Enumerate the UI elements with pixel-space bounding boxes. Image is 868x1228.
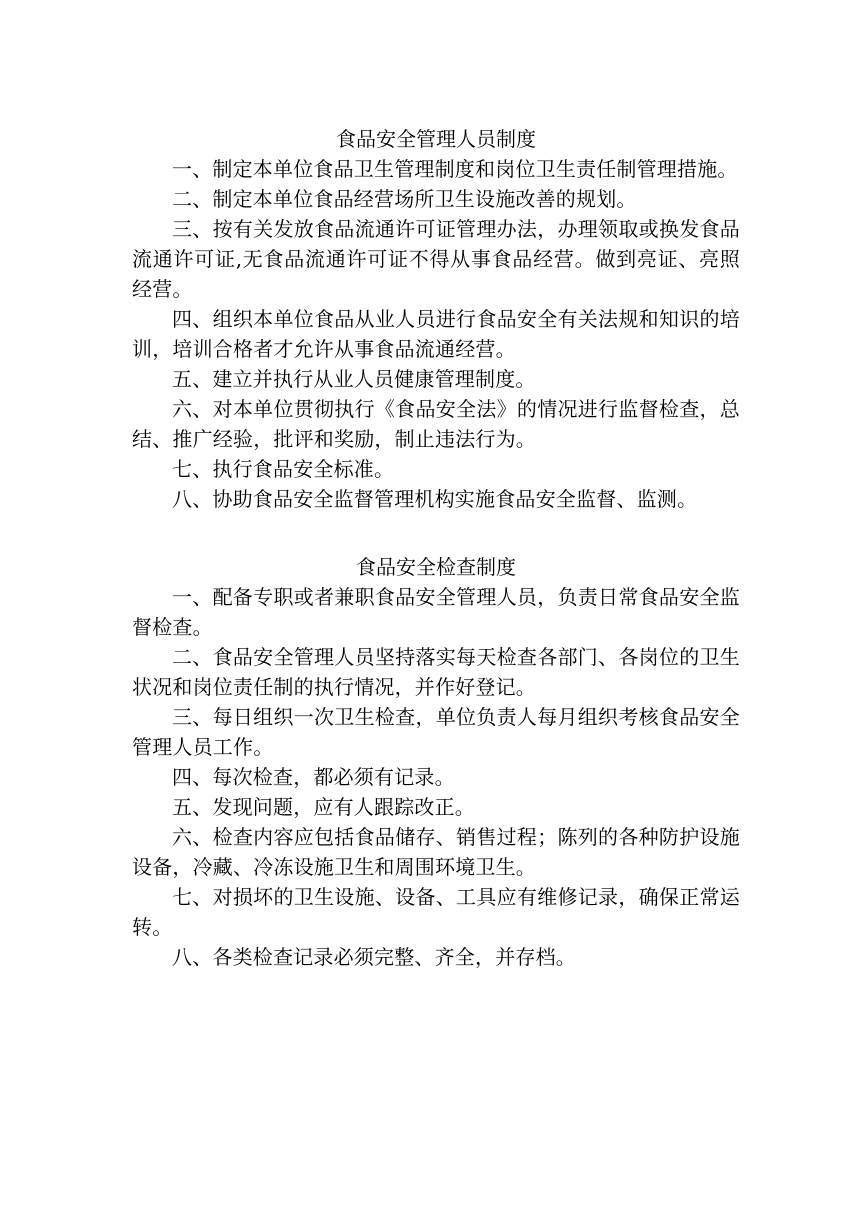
paragraph: 六、对本单位贯彻执行《食品安全法》的情况进行监督检查，总结、推广经验，批评和奖励，制止违法行为。 — [132, 397, 740, 451]
paragraph: 八、各类检查记录必须完整、齐全，并存档。 — [172, 945, 576, 969]
paragraph: 四、组织本单位食品从业人员进行食品安全有关法规和知识的培训，培训合格者才允许从事食品流通经营。 — [132, 307, 740, 361]
paragraph: 七、执行食品安全标准。 — [172, 457, 395, 481]
section-safety-inspection — [132, 552, 740, 972]
paragraph: 三、按有关发放食品流通许可证管理办法，办理领取或换发食品流通许可证,无食品流通许可证不得从事食品经营。做到亮证、亮照经营。 — [132, 217, 740, 301]
paragraph: 五、发现问题，应有人跟踪改正。 — [172, 795, 475, 819]
section-title: 食品安全检查制度 — [356, 555, 516, 579]
section-spacer — [132, 514, 740, 552]
paragraph: 四、每次检查，都必须有记录。 — [172, 765, 455, 789]
paragraph: 七、对损坏的卫生设施、设备、工具应有维修记录，确保正常运转。 — [132, 885, 740, 939]
paragraph: 二、食品安全管理人员坚持落实每天检查各部门、各岗位的卫生状况和岗位责任制的执行情况，并作好登记。 — [132, 645, 740, 699]
section-title: 食品安全管理人员制度 — [336, 127, 536, 151]
section-management-personnel — [132, 124, 740, 514]
paragraph: 五、建立并执行从业人员健康管理制度。 — [172, 367, 536, 391]
paragraph: 一、配备专职或者兼职食品安全管理人员，负责日常食品安全监督检查。 — [132, 585, 740, 639]
paragraph: 六、检查内容应包括食品储存、销售过程；陈列的各种防护设施设备，冷藏、冷冻设施卫生和周围环境卫生。 — [132, 825, 740, 879]
document-body — [132, 124, 740, 972]
paragraph: 三、每日组织一次卫生检查，单位负责人每月组织考核食品安全管理人员工作。 — [132, 705, 740, 759]
paragraph: 二、制定本单位食品经营场所卫生设施改善的规划。 — [172, 187, 637, 211]
paragraph: 八、协助食品安全监督管理机构实施食品安全监督、监测。 — [172, 487, 698, 511]
paragraph: 一、制定本单位食品卫生管理制度和岗位卫生责任制管理措施。 — [172, 157, 738, 181]
